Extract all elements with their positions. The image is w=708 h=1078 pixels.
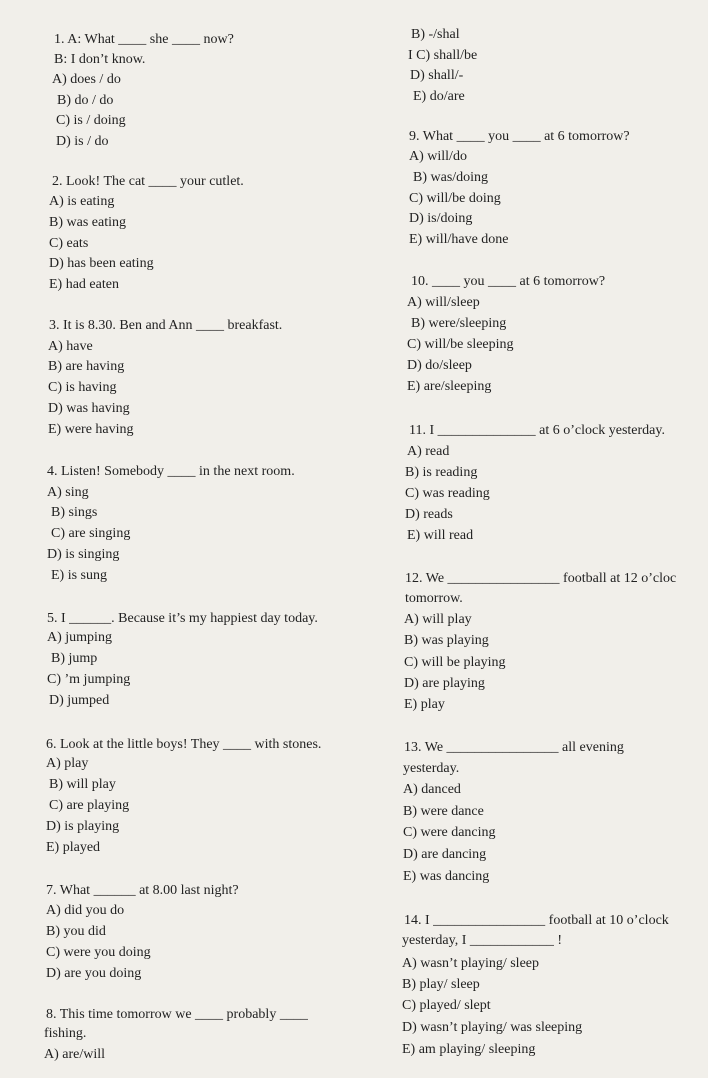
q10-option-c: C) will/be sleeping [407,337,514,352]
q5-option-b: B) jump [51,651,98,666]
q7-option-b: B) you did [46,924,106,939]
q8-option-b: B) -/shal [411,27,460,42]
q11-option-c: C) was reading [405,486,490,501]
q2-option-a: A) is eating [49,194,115,209]
q2-stem: 2. Look! The cat ____ your cutlet. [52,174,244,189]
q4-option-b: B) sings [51,505,98,520]
q14-option-c: C) played/ slept [402,998,491,1013]
q4-option-d: D) is singing [47,547,120,562]
q1-option-a: A) does / do [52,72,121,87]
q14-option-a: A) wasn’t playing/ sleep [402,956,539,971]
q9-stem: 9. What ____ you ____ at 6 tomorrow? [409,129,630,144]
q10-stem: 10. ____ you ____ at 6 tomorrow? [411,274,606,289]
q5-option-a: A) jumping [47,630,112,645]
q3-option-d: D) was having [48,401,130,416]
q6-option-a: A) play [46,756,89,771]
q1-option-d: D) is / do [56,134,109,149]
q13-option-a: A) danced [403,782,461,797]
q11-option-d: D) reads [405,507,453,522]
q3-option-c: C) is having [48,380,117,395]
q2-option-c: C) eats [49,236,89,251]
q4-option-c: C) are singing [51,526,131,541]
q10-option-b: B) were/sleeping [411,316,507,331]
q12-option-c: C) will be playing [404,655,506,670]
q9-option-e: E) will/have done [409,232,509,247]
q12-option-b: B) was playing [404,633,489,648]
q13-stem-line2: yesterday. [403,761,460,776]
q9-option-d: D) is/doing [409,211,473,226]
q6-stem: 6. Look at the little boys! They ____ with stones. [46,737,322,752]
q8-option-c: I C) shall/be [408,48,478,63]
q10-option-a: A) will/sleep [407,295,480,310]
q7-option-c: C) were you doing [46,945,151,960]
q9-option-a: A) will/do [409,149,467,164]
q8-option-e: E) do/are [413,89,465,104]
q2-option-d: D) has been eating [49,256,154,271]
q14-option-d: D) wasn’t playing/ was sleeping [402,1020,583,1035]
q7-option-d: D) are you doing [46,966,142,981]
q11-option-a: A) read [407,444,450,459]
q6-option-b: B) will play [49,777,116,792]
q5-option-d: D) jumped [49,693,110,708]
q5-option-c: C) ’m jumping [47,672,131,687]
q4-option-e: E) is sung [51,568,107,583]
q3-option-b: B) are having [48,359,125,374]
q12-option-d: D) are playing [404,676,485,691]
q14-stem-line2: yesterday, I ____________ ! [402,933,563,948]
q14-option-e: E) am playing/ sleeping [402,1042,536,1057]
q3-option-e: E) were having [48,422,134,437]
q13-option-c: C) were dancing [403,825,496,840]
q10-option-d: D) do/sleep [407,358,472,373]
q12-stem-line2: tomorrow. [405,591,463,606]
q13-option-b: B) were dance [403,804,484,819]
q2-option-b: B) was eating [49,215,126,230]
q6-option-e: E) played [46,840,101,855]
q8-option-d: D) shall/- [410,68,464,83]
q14-option-b: B) play/ sleep [402,977,480,992]
q11-option-e: E) will read [407,528,474,543]
q9-option-c: C) will/be doing [409,191,501,206]
q10-option-e: E) are/sleeping [407,379,492,394]
q13-option-e: E) was dancing [403,869,490,884]
q13-stem: 13. We ________________ all evening [404,740,624,755]
q3-stem: 3. It is 8.30. Ben and Ann ____ breakfast. [49,318,283,333]
q12-option-e: E) play [404,697,445,712]
q7-option-a: A) did you do [46,903,125,918]
q12-option-a: A) will play [404,612,472,627]
q14-stem: 14. I ________________ football at 10 o’clock [404,913,669,928]
q1-option-b: B) do / do [57,93,114,108]
q1-stem-line2: B: I don’t know. [54,52,146,67]
q6-option-c: C) are playing [49,798,130,813]
q7-stem: 7. What ______ at 8.00 last night? [46,883,239,898]
q11-stem: 11. I ______________ at 6 o’clock yesterday. [409,423,665,438]
q9-option-b: B) was/doing [413,170,489,185]
q1-stem: 1. A: What ____ she ____ now? [54,32,234,47]
q12-stem: 12. We ________________ football at 12 o’cloc [405,571,677,586]
q2-option-e: E) had eaten [49,277,119,292]
q8-option-a: A) are/will [44,1047,106,1062]
q3-option-a: A) have [48,339,93,354]
q8-stem: 8. This time tomorrow we ____ probably ____ [46,1007,308,1022]
q5-stem: 5. I ______. Because it’s my happiest day today. [47,611,318,626]
q6-option-d: D) is playing [46,819,120,834]
q8-stem-line2: fishing. [44,1026,87,1041]
q4-stem: 4. Listen! Somebody ____ in the next room. [47,464,295,479]
q11-option-b: B) is reading [405,465,478,480]
q13-option-d: D) are dancing [403,847,487,862]
q1-option-c: C) is / doing [56,113,126,128]
q4-option-a: A) sing [47,485,89,500]
